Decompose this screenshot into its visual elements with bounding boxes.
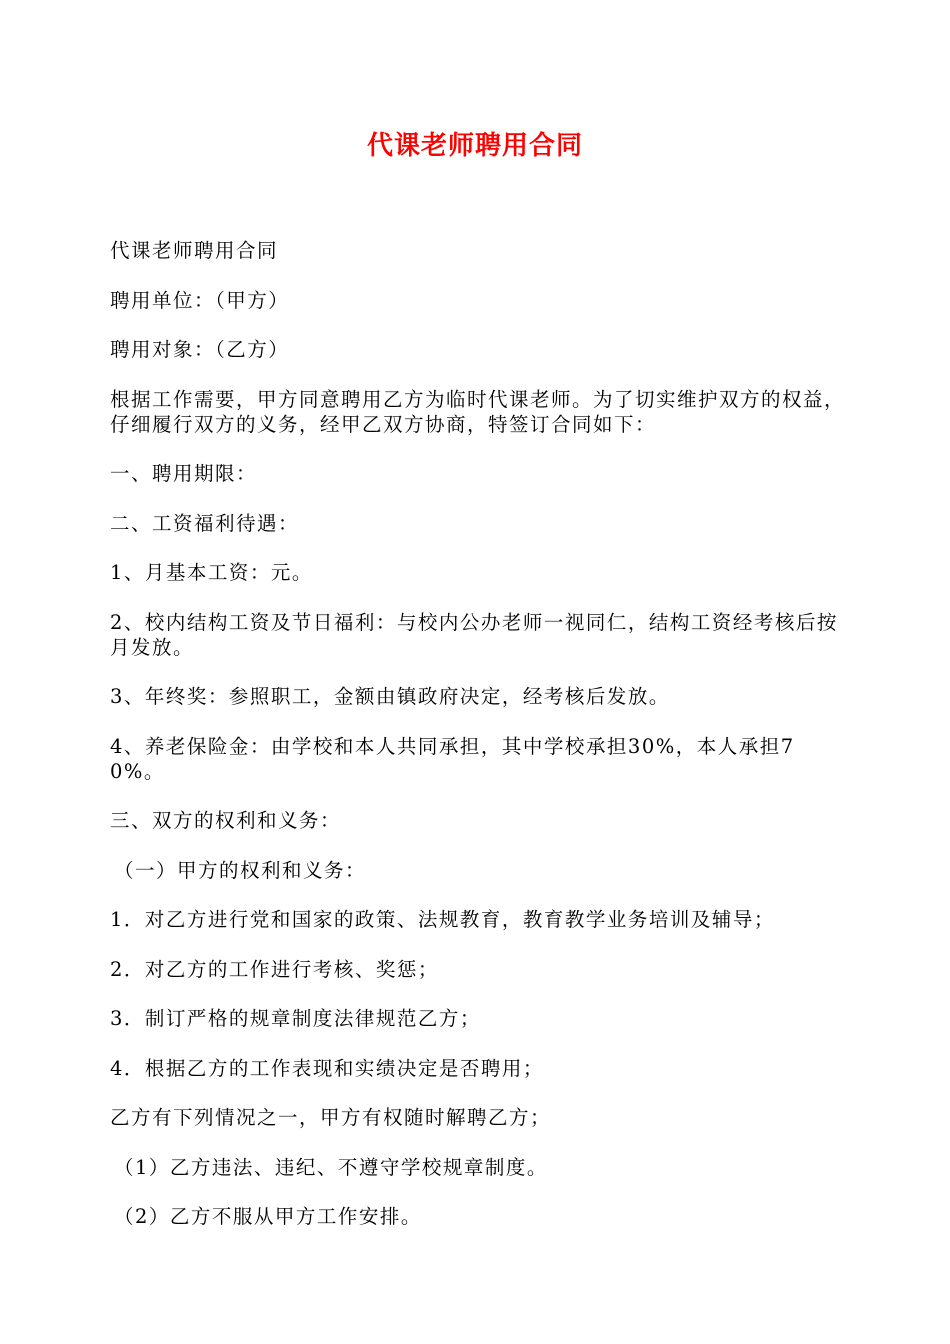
salary-item-3: 3、年终奖：参照职工，金额由镇政府决定，经考核后发放。: [110, 685, 670, 708]
dismissal-item-2: （2）乙方不服从甲方工作安排。: [114, 1205, 422, 1228]
document-title: 代课老师聘用合同: [366, 131, 583, 161]
dismissal-intro: 乙方有下列情况之一，甲方有权随时解聘乙方；: [110, 1106, 552, 1129]
party-a-rights-heading: （一）甲方的权利和义务：: [114, 858, 367, 882]
salary-item-2: 2、校内结构工资及节日福利：与校内公办老师一视同仁，结构工资经考核后按月发放。: [110, 610, 838, 659]
section-term-heading: 一、聘用期限：: [110, 462, 258, 485]
section-rights-heading: 三、双方的权利和义务：: [110, 809, 342, 832]
contract-heading: 代课老师聘用合同: [110, 239, 279, 262]
section-salary-heading: 二、工资福利待遇：: [110, 511, 300, 535]
document-body: [110, 238, 845, 1254]
party-a-item-3: 3．制订严格的规章制度法律规范乙方；: [110, 1007, 481, 1030]
dismissal-item-1: （1）乙方违法、违纪、不遵守学校规章制度。: [114, 1155, 548, 1179]
party-a-item-1: 1．对乙方进行党和国家的政策、法规教育，教育教学业务培训及辅导；: [110, 908, 775, 931]
party-a-item-4: 4．根据乙方的工作表现和实绩决定是否聘用；: [110, 1056, 544, 1080]
salary-item-4: 4、养老保险金：由学校和本人共同承担，其中学校承担30%，本人承担70%。: [110, 734, 795, 783]
employer-line: 聘用单位：（甲方）: [110, 288, 290, 312]
employee-line: 聘用对象：（乙方）: [110, 338, 290, 361]
party-a-item-2: 2．对乙方的工作进行考核、奖惩；: [110, 957, 439, 981]
salary-item-1: 1、月基本工资：元。: [110, 561, 313, 584]
preamble-paragraph: 根据工作需要，甲方同意聘用乙方为临时代课老师。为了切实维护双方的权益，仔细履行双方的义务，经甲乙双方协商，特签订合同如下：: [110, 387, 846, 436]
